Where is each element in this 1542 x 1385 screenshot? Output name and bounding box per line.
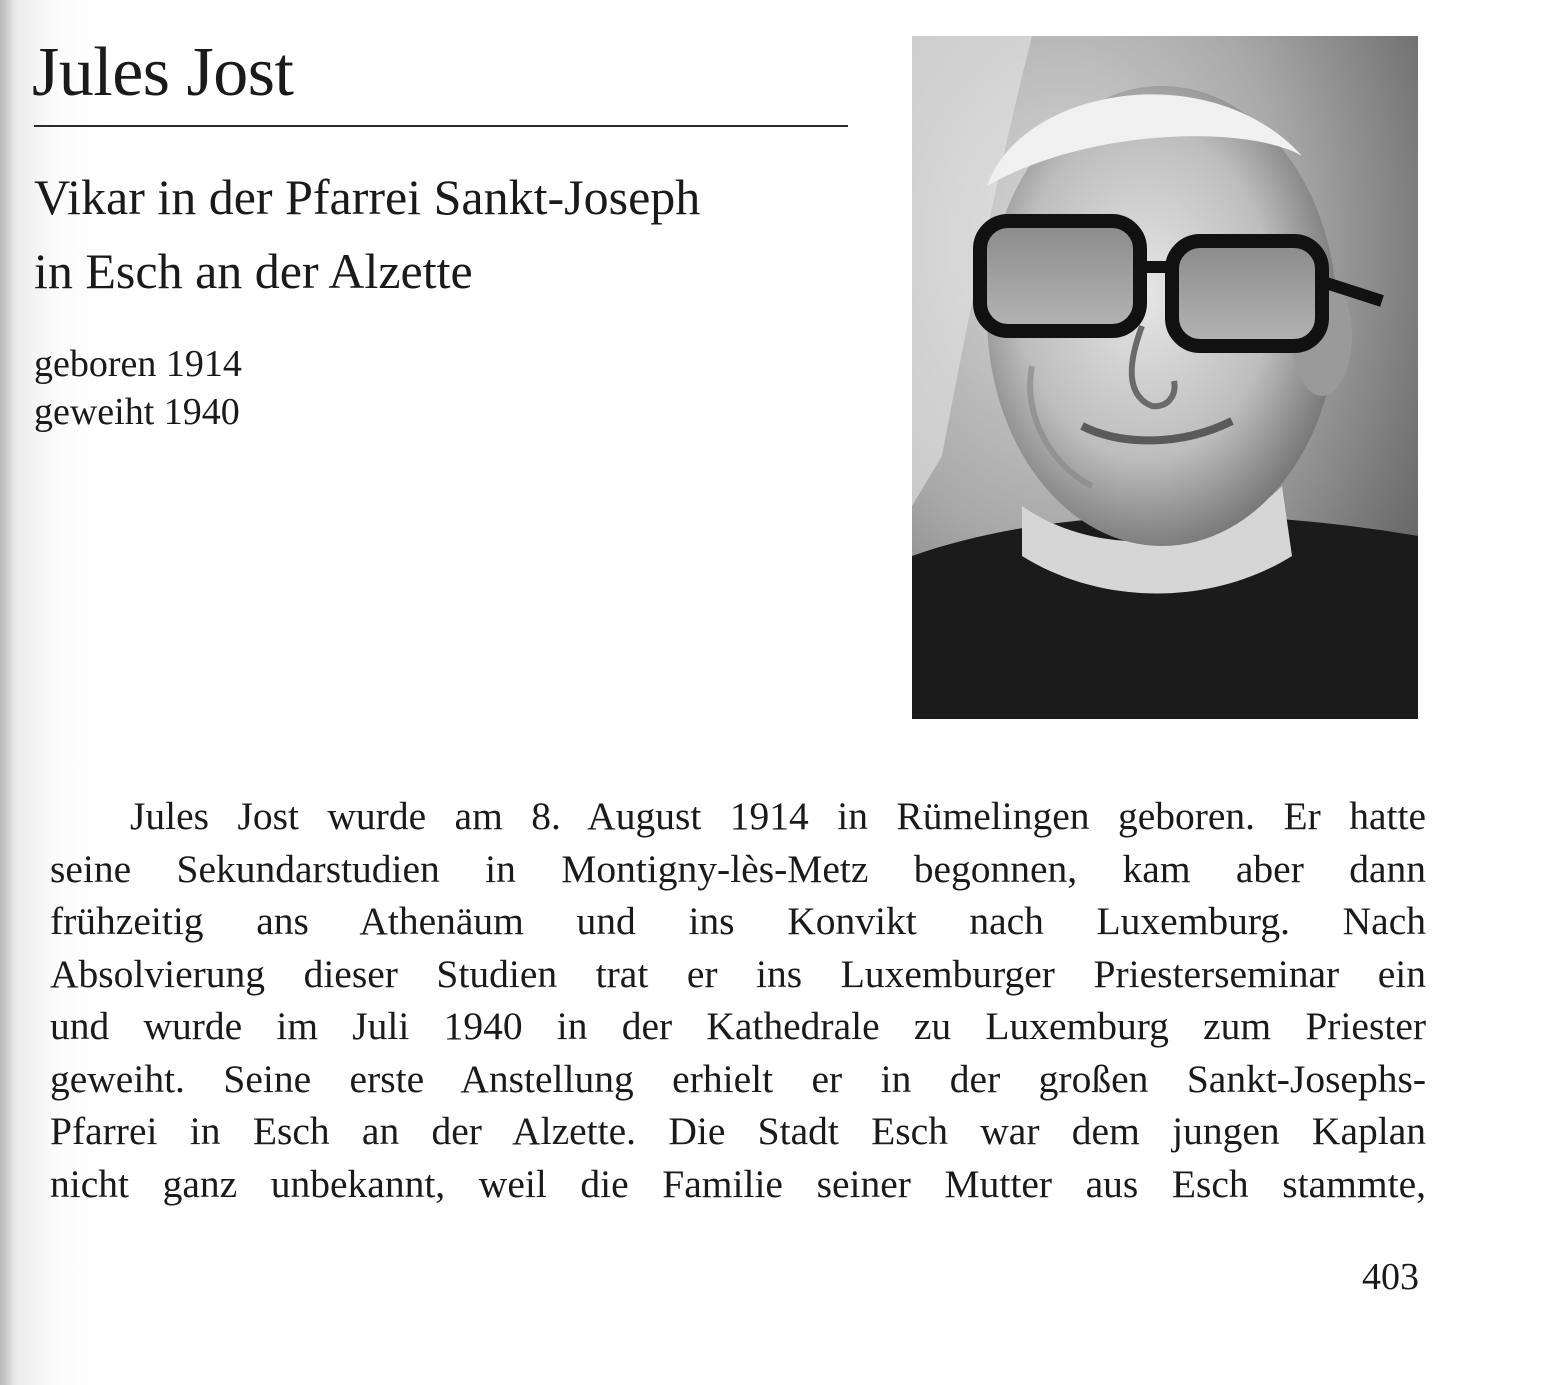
gutter-shadow xyxy=(0,0,14,1385)
page-number: 403 xyxy=(1362,1256,1419,1298)
page-title: Jules Jost xyxy=(32,34,294,111)
portrait-illustration xyxy=(912,36,1418,719)
ordination-year: geweiht 1940 xyxy=(34,391,240,433)
subtitle xyxy=(34,160,864,308)
biography-line: Jules Jost wurde am 8. August 1914 in Rümelingen geboren. Er hatte xyxy=(130,794,1426,838)
biography-line: Pfarrei in Esch an der Alzette. Die Stadt Esch war dem jungen Kaplan xyxy=(50,1109,1426,1153)
biographical-dates xyxy=(34,340,242,436)
biography-line: geweiht. Seine erste Anstellung erhielt er in der großen Sankt-Josephs- xyxy=(50,1056,1426,1101)
portrait-photo xyxy=(912,36,1418,719)
biography-text xyxy=(50,790,1426,1210)
birth-year: geboren 1914 xyxy=(34,343,242,385)
title-rule xyxy=(34,125,848,127)
biography-line: nicht ganz unbekannt, weil die Familie seiner Mutter aus Esch stammte, xyxy=(50,1161,1426,1206)
subtitle-line-2: in Esch an der Alzette xyxy=(34,243,473,299)
biography-line: frühzeitig ans Athenäum und ins Konvikt nach Luxemburg. Nach xyxy=(50,899,1426,943)
biography-line: seine Sekundarstudien in Montigny-lès-Metz begonnen, kam aber dann xyxy=(50,846,1426,891)
biography-line: und wurde im Juli 1940 in der Kathedrale zu Luxemburg zum Priester xyxy=(50,1004,1426,1048)
subtitle-line-1: Vikar in der Pfarrei Sankt-Joseph xyxy=(34,169,701,225)
biography-line: Absolvierung dieser Studien trat er ins Luxemburger Priesterseminar ein xyxy=(50,951,1426,996)
